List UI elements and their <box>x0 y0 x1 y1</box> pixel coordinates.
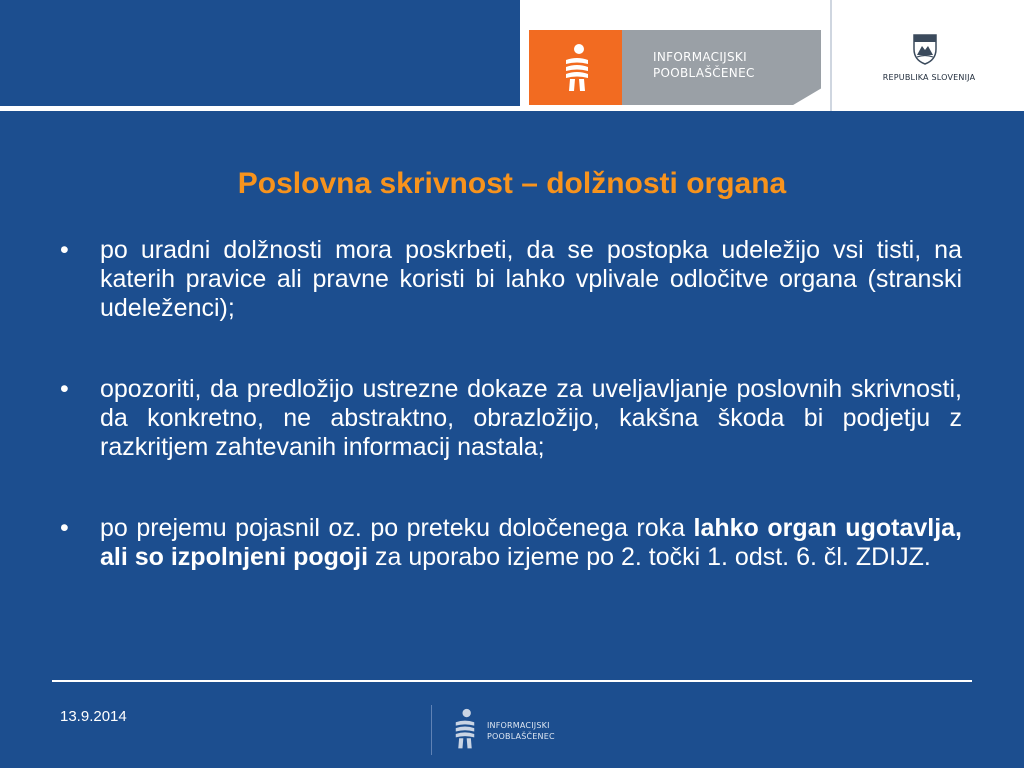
logo-wordmark-line2: POOBLAŠČENEC <box>653 66 755 80</box>
slide-title: Poslovna skrivnost – dolžnosti organa <box>237 167 787 200</box>
bullet-symbol: • <box>60 375 69 403</box>
footer-logo-line2: POOBLAŠČENEC <box>487 732 555 741</box>
footer-divider <box>431 705 432 755</box>
bullet-symbol: • <box>60 514 69 542</box>
person-figure-icon <box>452 708 478 750</box>
logo-wordmark-line1: INFORMACIJSKI <box>653 50 747 64</box>
footer-logo-wordmark <box>487 720 555 742</box>
coat-of-arms-icon <box>912 33 938 65</box>
bullet-text: po uradni dolžnosti mora poskrbeti, da se postopka udeležijo vsi tisti, na katerih pravice ali pravne koristi bi lahko vplivale odločitve organa (stranski udeleženci); <box>100 236 962 322</box>
government-name: REPUBLIKA SLOVENIJA <box>882 73 976 82</box>
bullet-text-emphasis: lahko organ ugotavlja, ali so izpolnjeni pogoji <box>100 514 962 571</box>
logo-orange-block <box>529 30 622 105</box>
bullet-symbol: • <box>60 236 69 264</box>
bullet-item-2 <box>60 375 962 462</box>
footer-rule <box>52 680 972 682</box>
footer-date: 13.9.2014 <box>60 708 127 725</box>
government-logo-panel <box>830 0 1024 111</box>
bullet-list <box>60 236 962 572</box>
footer-logo <box>452 708 582 753</box>
footer-logo-line1: INFORMACIJSKI <box>487 721 550 730</box>
bullet-text-end: za uporabo izjeme po 2. točki 1. odst. 6. čl. ZDIJZ. <box>368 543 931 571</box>
bullet-text-start: po prejemu pojasnil oz. po preteku določenega roka <box>100 514 694 542</box>
bullet-text: opozoriti, da predložijo ustrezne dokaze za uveljavljanje poslovnih skrivnosti, da konkretno, ne abstraktno, obrazložijo, kakšna škoda bi podjetju z razkritjem zahtevanih informacij nastala; <box>100 375 962 461</box>
logo-wordmark <box>653 49 755 81</box>
bullet-item-1 <box>60 236 962 323</box>
person-figure-icon <box>562 43 592 93</box>
bullet-item-3 <box>60 514 962 572</box>
information-commissioner-logo <box>529 30 821 105</box>
